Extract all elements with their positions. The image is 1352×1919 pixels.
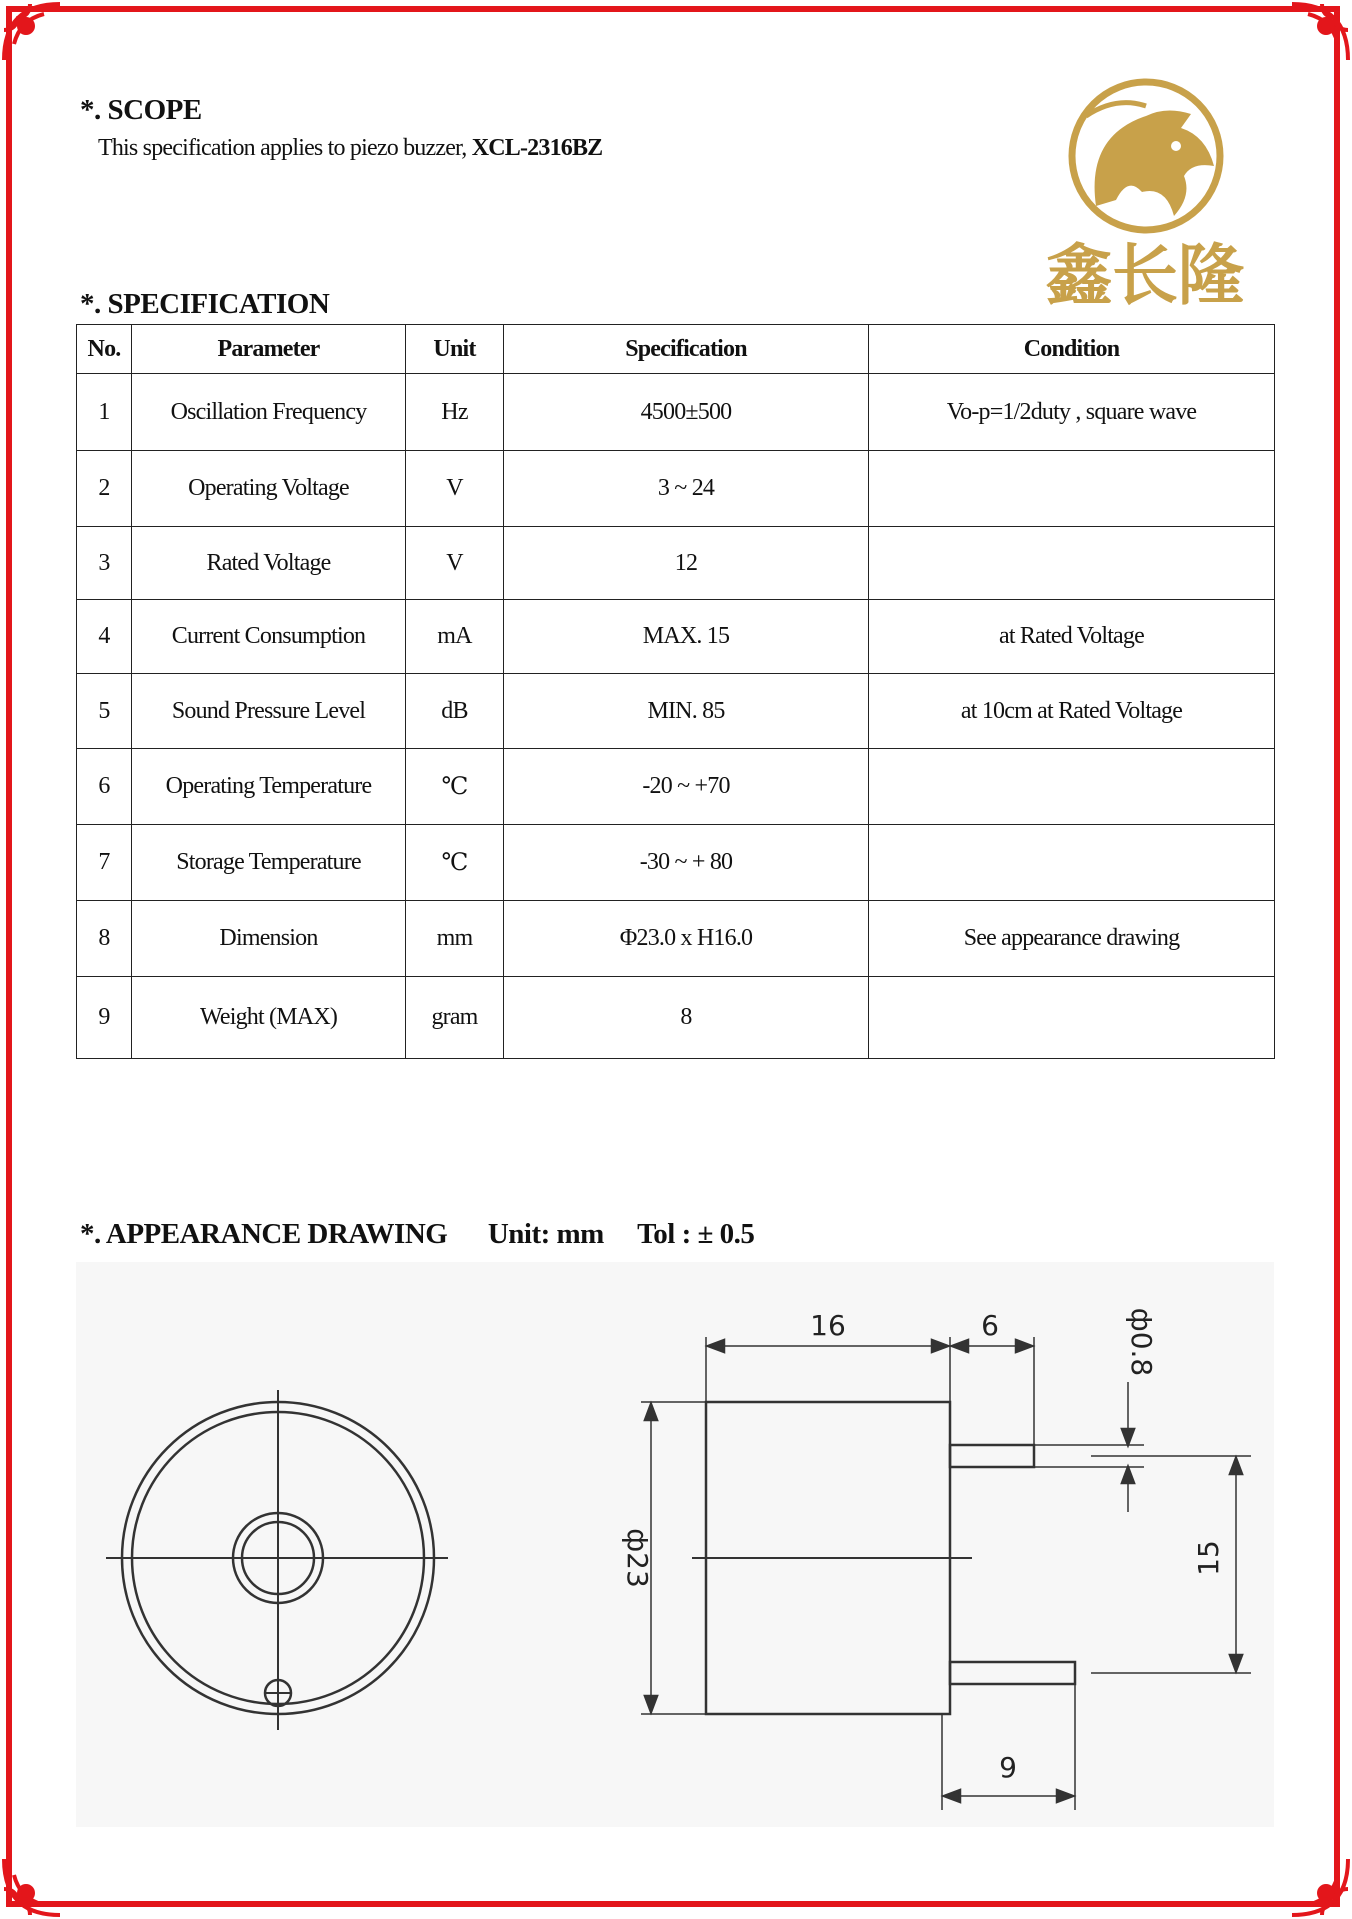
condition-cell	[869, 977, 1275, 1059]
column-header: No.	[77, 325, 132, 374]
spec-cell: 3 ~ 24	[504, 451, 869, 527]
unit-cell: ℃	[406, 749, 504, 825]
column-header: Unit	[406, 325, 504, 374]
row-number: 1	[77, 374, 132, 451]
condition-cell: See appearance drawing	[869, 901, 1275, 977]
condition-cell: Vo-p=1/2duty , square wave	[869, 374, 1275, 451]
unit-cell: dB	[406, 674, 504, 749]
spec-cell: -20 ~ +70	[504, 749, 869, 825]
tolerance-label: Tol : ± 0.5	[637, 1218, 755, 1250]
side-view	[641, 1337, 1251, 1810]
column-header: Parameter	[132, 325, 406, 374]
table-row	[77, 825, 1275, 901]
specification-table	[76, 324, 1275, 1059]
table-row	[77, 451, 1275, 527]
unit-cell: Hz	[406, 374, 504, 451]
spec-cell: MIN. 85	[504, 674, 869, 749]
unit-cell: V	[406, 451, 504, 527]
unit-cell: gram	[406, 977, 504, 1059]
appearance-drawing-heading: *. APPEARANCE DRAWING Unit: mm Tol : ± 0.5	[80, 1218, 755, 1250]
parameter-cell: Operating Voltage	[132, 451, 406, 527]
row-number: 7	[77, 825, 132, 901]
condition-cell	[869, 749, 1275, 825]
front-view	[106, 1390, 448, 1730]
column-header: Specification	[504, 325, 869, 374]
logo-text: 鑫长隆	[1046, 237, 1244, 314]
row-number: 3	[77, 527, 132, 600]
spec-cell: 8	[504, 977, 869, 1059]
parameter-cell: Storage Temperature	[132, 825, 406, 901]
condition-cell	[869, 825, 1275, 901]
parameter-cell: Oscillation Frequency	[132, 374, 406, 451]
corner-ornament	[1272, 1839, 1352, 1919]
unit-cell: ℃	[406, 825, 504, 901]
condition-cell: at Rated Voltage	[869, 600, 1275, 674]
dimension-short-pin-label: 9	[999, 1751, 1017, 1784]
spec-cell: -30 ~ + 80	[504, 825, 869, 901]
table-row	[77, 374, 1275, 451]
dimension-length-label: 16	[810, 1309, 846, 1342]
appearance-drawing	[76, 1262, 1274, 1827]
table-row	[77, 749, 1275, 825]
corner-ornament	[1272, 0, 1352, 80]
row-number: 6	[77, 749, 132, 825]
parameter-cell: Operating Temperature	[132, 749, 406, 825]
table-row	[77, 901, 1275, 977]
company-logo	[1016, 76, 1274, 316]
row-number: 4	[77, 600, 132, 674]
table-row	[77, 527, 1275, 600]
table-row	[77, 977, 1275, 1059]
dimension-pin-diameter-label: ф0.8	[1125, 1307, 1158, 1377]
corner-ornament	[0, 0, 80, 80]
table-row	[77, 600, 1275, 674]
row-number: 9	[77, 977, 132, 1059]
column-header: Condition	[869, 325, 1275, 374]
dimension-diameter-label: ф23	[621, 1528, 654, 1588]
unit-cell: mm	[406, 901, 504, 977]
spec-cell: 12	[504, 527, 869, 600]
row-number: 5	[77, 674, 132, 749]
parameter-cell: Dimension	[132, 901, 406, 977]
row-number: 2	[77, 451, 132, 527]
spec-cell: Φ23.0 x H16.0	[504, 901, 869, 977]
corner-ornament	[0, 1839, 80, 1919]
row-number: 8	[77, 901, 132, 977]
scope-heading: *. SCOPE	[80, 94, 202, 126]
spec-cell: MAX. 15	[504, 600, 869, 674]
parameter-cell: Sound Pressure Level	[132, 674, 406, 749]
specification-heading: *. SPECIFICATION	[80, 288, 330, 320]
condition-cell	[869, 527, 1275, 600]
parameter-cell: Rated Voltage	[132, 527, 406, 600]
parameter-cell: Current Consumption	[132, 600, 406, 674]
spec-cell: 4500±500	[504, 374, 869, 451]
unit-cell: mA	[406, 600, 504, 674]
model-number: XCL-2316BZ	[471, 135, 603, 161]
parameter-cell: Weight (MAX)	[132, 977, 406, 1059]
scope-text: This specification applies to piezo buzzer, XCL-2316BZ	[98, 135, 603, 161]
dimension-pin-length-label: 6	[981, 1309, 999, 1342]
condition-cell	[869, 451, 1275, 527]
unit-cell: V	[406, 527, 504, 600]
table-row	[77, 674, 1275, 749]
unit-label: Unit: mm	[487, 1218, 604, 1250]
table-header-row	[77, 325, 1275, 374]
dimension-pin-spacing-label: 15	[1192, 1540, 1225, 1576]
condition-cell: at 10cm at Rated Voltage	[869, 674, 1275, 749]
